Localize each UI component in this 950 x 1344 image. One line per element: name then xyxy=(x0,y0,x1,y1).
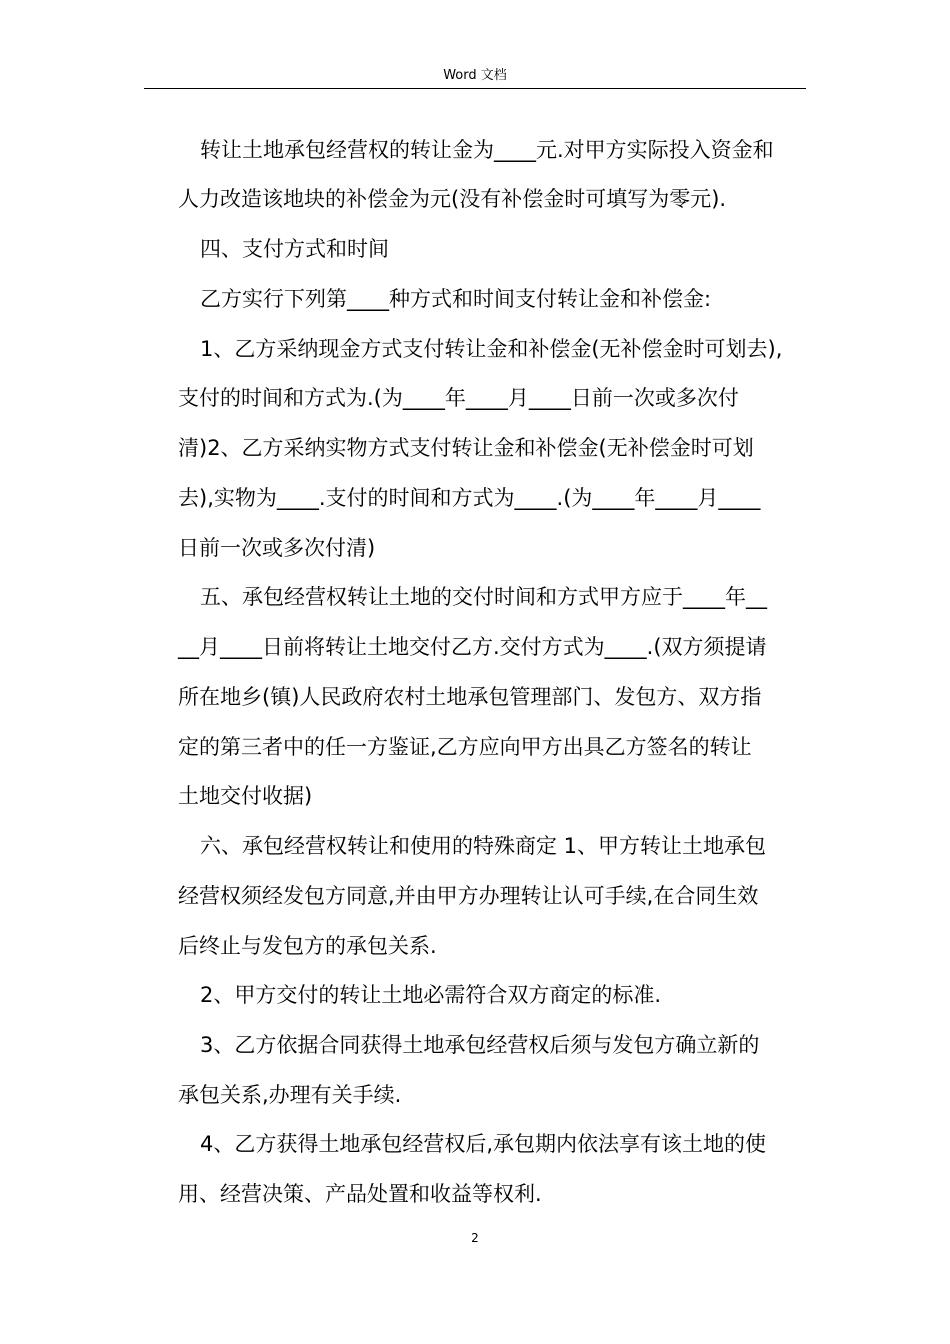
paragraph-line: 用、经营决策、产品处置和收益等权利. xyxy=(178,1182,542,1206)
paragraph-line: 清)2、乙方采纳实物方式支付转让金和补偿金(无补偿金时可划 xyxy=(178,436,754,460)
section-heading: 六、承包经营权转让和使用的特殊商定 1、甲方转让土地承包 xyxy=(200,834,767,858)
paragraph-line: 日前一次或多次付清) xyxy=(178,536,376,560)
paragraph-line: 转让土地承包经营权的转让金为____元.对甲方实际投入资金和 xyxy=(200,138,774,162)
paragraph-line: 所在地乡(镇)人民政府农村土地承包管理部门、发包方、双方指 xyxy=(178,685,762,709)
paragraph-line: 乙方实行下列第____种方式和时间支付转让金和补偿金: xyxy=(200,287,712,311)
paragraph-line: __月____日前将转让土地交付乙方.交付方式为____.(双方须提请 xyxy=(178,635,767,659)
paragraph-line: 承包关系,办理有关手续. xyxy=(178,1083,402,1107)
header-divider xyxy=(144,88,806,89)
paragraph-line: 土地交付收据) xyxy=(178,784,313,808)
paragraph-line: 1、乙方采纳现金方式支付转让金和补偿金(无补偿金时可划去), xyxy=(200,337,783,361)
paragraph-line: 支付的时间和方式为.(为____年____月____日前一次或多次付 xyxy=(178,386,739,410)
paragraph-line: 去),实物为____.支付的时间和方式为____.(为____年____月____ xyxy=(178,486,761,510)
paragraph-line: 2、甲方交付的转让土地必需符合双方商定的标准. xyxy=(200,983,662,1007)
paragraph-line: 人力改造该地块的补偿金为元(没有补偿金时可填写为零元). xyxy=(178,187,727,211)
section-heading: 五、承包经营权转让土地的交付时间和方式甲方应于____年__ xyxy=(200,585,767,609)
paragraph-line: 4、乙方获得土地承包经营权后,承包期内依法享有该土地的使 xyxy=(200,1132,767,1156)
section-heading: 四、支付方式和时间 xyxy=(200,237,389,261)
paragraph-line: 定的第三者中的任一方鉴证,乙方应向甲方出具乙方签名的转让 xyxy=(178,735,752,759)
page-number: 2 xyxy=(471,1231,479,1245)
paragraph-line: 后终止与发包方的承包关系. xyxy=(178,934,437,958)
document-header-title: Word 文档 xyxy=(443,68,507,83)
paragraph-line: 经营权须经发包方同意,并由甲方办理转让认可手续,在合同生效 xyxy=(178,884,759,908)
paragraph-line: 3、乙方依据合同获得土地承包经营权后须与发包方确立新的 xyxy=(200,1033,760,1057)
